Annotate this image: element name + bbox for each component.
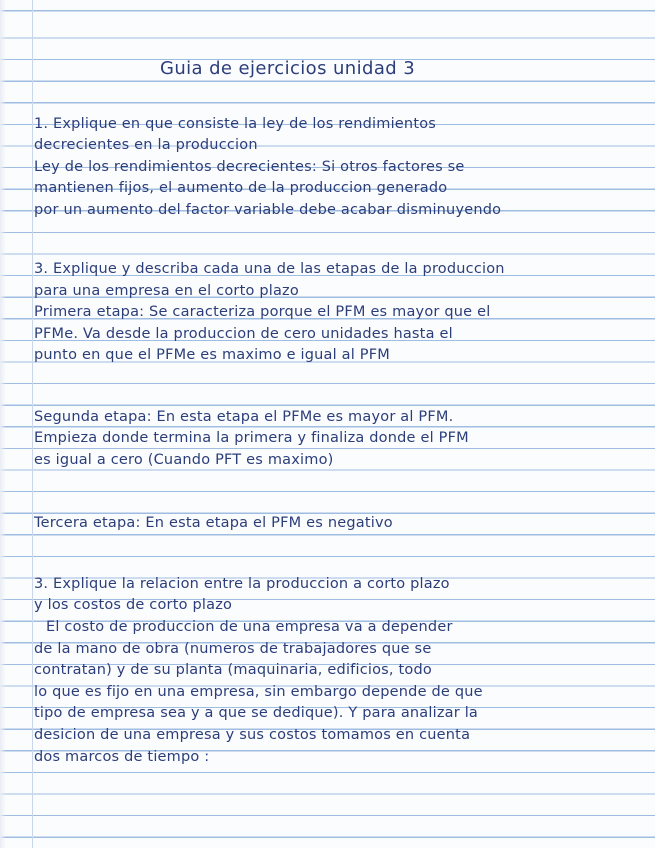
margin-line	[32, 0, 33, 848]
q1-line-1: 1. Explique en que consiste la ley de los rendimientos	[34, 116, 437, 132]
q1-line-3: Ley de los rendimientos decrecientes: Si otros factores se	[34, 159, 465, 175]
q1-line-5: por un aumento del factor variable debe acabar disminuyendo	[34, 202, 502, 218]
q2-line-9: Tercera etapa: En esta etapa el PFM es negativo	[34, 515, 393, 531]
q2-line-3: Primera etapa: Se caracteriza porque el PFM es mayor que el	[34, 304, 491, 320]
q3-line-4: de la mano de obra (numeros de trabajadores que se	[34, 641, 432, 657]
q3-line-5: contratan) y de su planta (maquinaria, edificios, todo	[34, 662, 432, 678]
q2-line-2: para una empresa en el corto plazo	[34, 283, 299, 299]
q2-line-4: PFMe. Va desde la produccion de cero unidades hasta el	[34, 326, 453, 342]
q2-line-1: 3. Explique y describa cada una de las etapas de la produccion	[34, 261, 505, 277]
q2-line-7: Empieza donde termina la primera y finaliza donde el PFM	[34, 430, 469, 446]
page-title: Guia de ejercicios unidad 3	[160, 58, 416, 79]
q3-line-9: dos marcos de tiempo :	[34, 749, 210, 765]
q3-line-7: tipo de empresa sea y a que se dedique). Y para analizar la	[34, 705, 479, 721]
q3-line-8: desicion de una empresa y sus costos tomamos en cuenta	[34, 727, 471, 743]
q3-line-1: 3. Explique la relacion entre la produccion a corto plazo	[34, 576, 450, 592]
q2-line-6: Segunda etapa: En esta etapa el PFMe es mayor al PFM.	[34, 409, 454, 425]
q3-line-3: El costo de produccion de una empresa va a depender	[46, 619, 453, 635]
q3-line-6: lo que es fijo en una empresa, sin embargo depende de que	[34, 684, 483, 700]
page-shadow	[0, 0, 6, 848]
q1-line-4: mantienen fijos, el aumento de la produccion generado	[34, 180, 448, 196]
q2-line-5: punto en que el PFMe es maximo e igual al PFM	[34, 347, 390, 363]
q1-line-2: decrecientes en la produccion	[34, 137, 258, 153]
q2-line-8: es igual a cero (Cuando PFT es maximo)	[34, 452, 334, 468]
q3-line-2: y los costos de corto plazo	[34, 597, 233, 613]
